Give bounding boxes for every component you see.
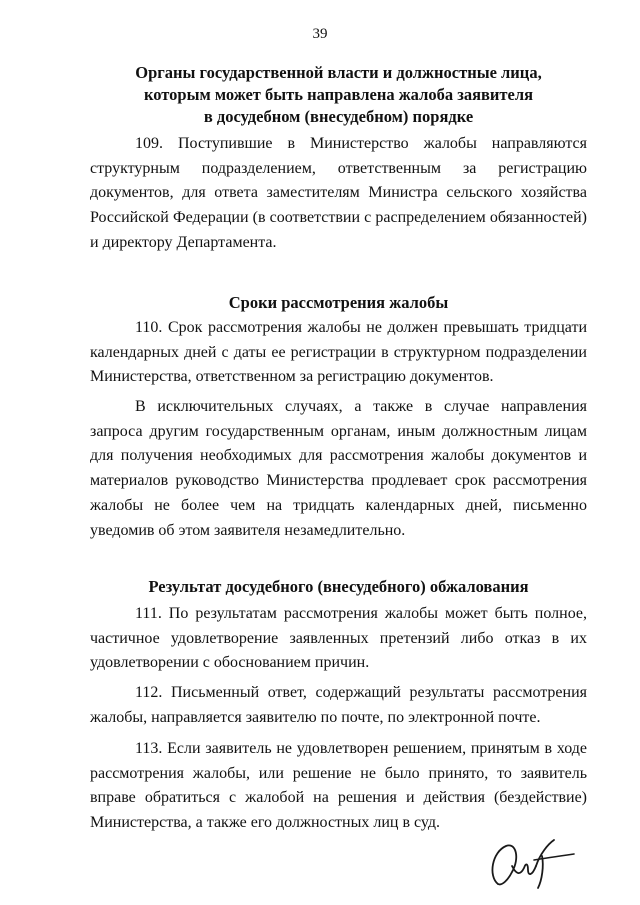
section-heading-complaint-addressees xyxy=(90,62,587,128)
paragraph-110: 110. Срок рассмотрения жалобы не должен превышать тридцати календарных дней с даты ее регистрации в структурном подразделении Министерства, ответственном за регистрацию документов. xyxy=(90,319,587,386)
paragraph-111: 111. По результатам рассмотрения жалобы может быть полное, частичное удовлетворение заявленных претензий либо отказ в их удовлетворении с обоснованием причин. xyxy=(90,605,587,672)
heading-line: Сроки рассмотрения жалобы xyxy=(228,293,449,312)
section-heading-appeal-result xyxy=(90,576,587,598)
handwritten-signature xyxy=(482,836,578,892)
paragraph-112: 112. Письменный ответ, содержащий результаты рассмотрения жалобы, направляется заявителю по почте, по электронной почте. xyxy=(90,684,587,726)
section-heading-review-terms xyxy=(90,292,587,314)
heading-line: Органы государственной власти и должностные лица, xyxy=(135,63,542,82)
page-number: 39 xyxy=(312,26,328,42)
heading-line: в досудебном (внесудебном) порядке xyxy=(203,107,474,126)
heading-line: Результат досудебного (внесудебного) обжалования xyxy=(148,577,529,596)
paragraph-113: 113. Если заявитель не удовлетворен решением, принятым в ходе рассмотрения жалобы, или решение не было принято, то заявитель вправе обратиться с жалобой на решения и действия (бездействие) Министерства, а также его должностных лиц в суд. xyxy=(90,740,587,832)
heading-line: которым может быть направлена жалоба заявителя xyxy=(143,85,534,104)
paragraph-109: 109. Поступившие в Министерство жалобы направляются структурным подразделением, ответственным за регистрацию документов, для ответа заместителям Министра сельского хозяйства Российской Федерации (в соответствии с распределением обязанностей) и директору Департамента. xyxy=(90,135,587,251)
paragraph-exceptional-cases: В исключительных случаях, а также в случае направления запроса другим государственным органам, иным должностным лицам для получения необходимых для рассмотрения жалобы документов и материалов руководство Министерства продлевает срок рассмотрения жалобы не более чем на тридцать календарных дней, письменно уведомив об этом заявителя незамедлительно. xyxy=(90,398,587,539)
